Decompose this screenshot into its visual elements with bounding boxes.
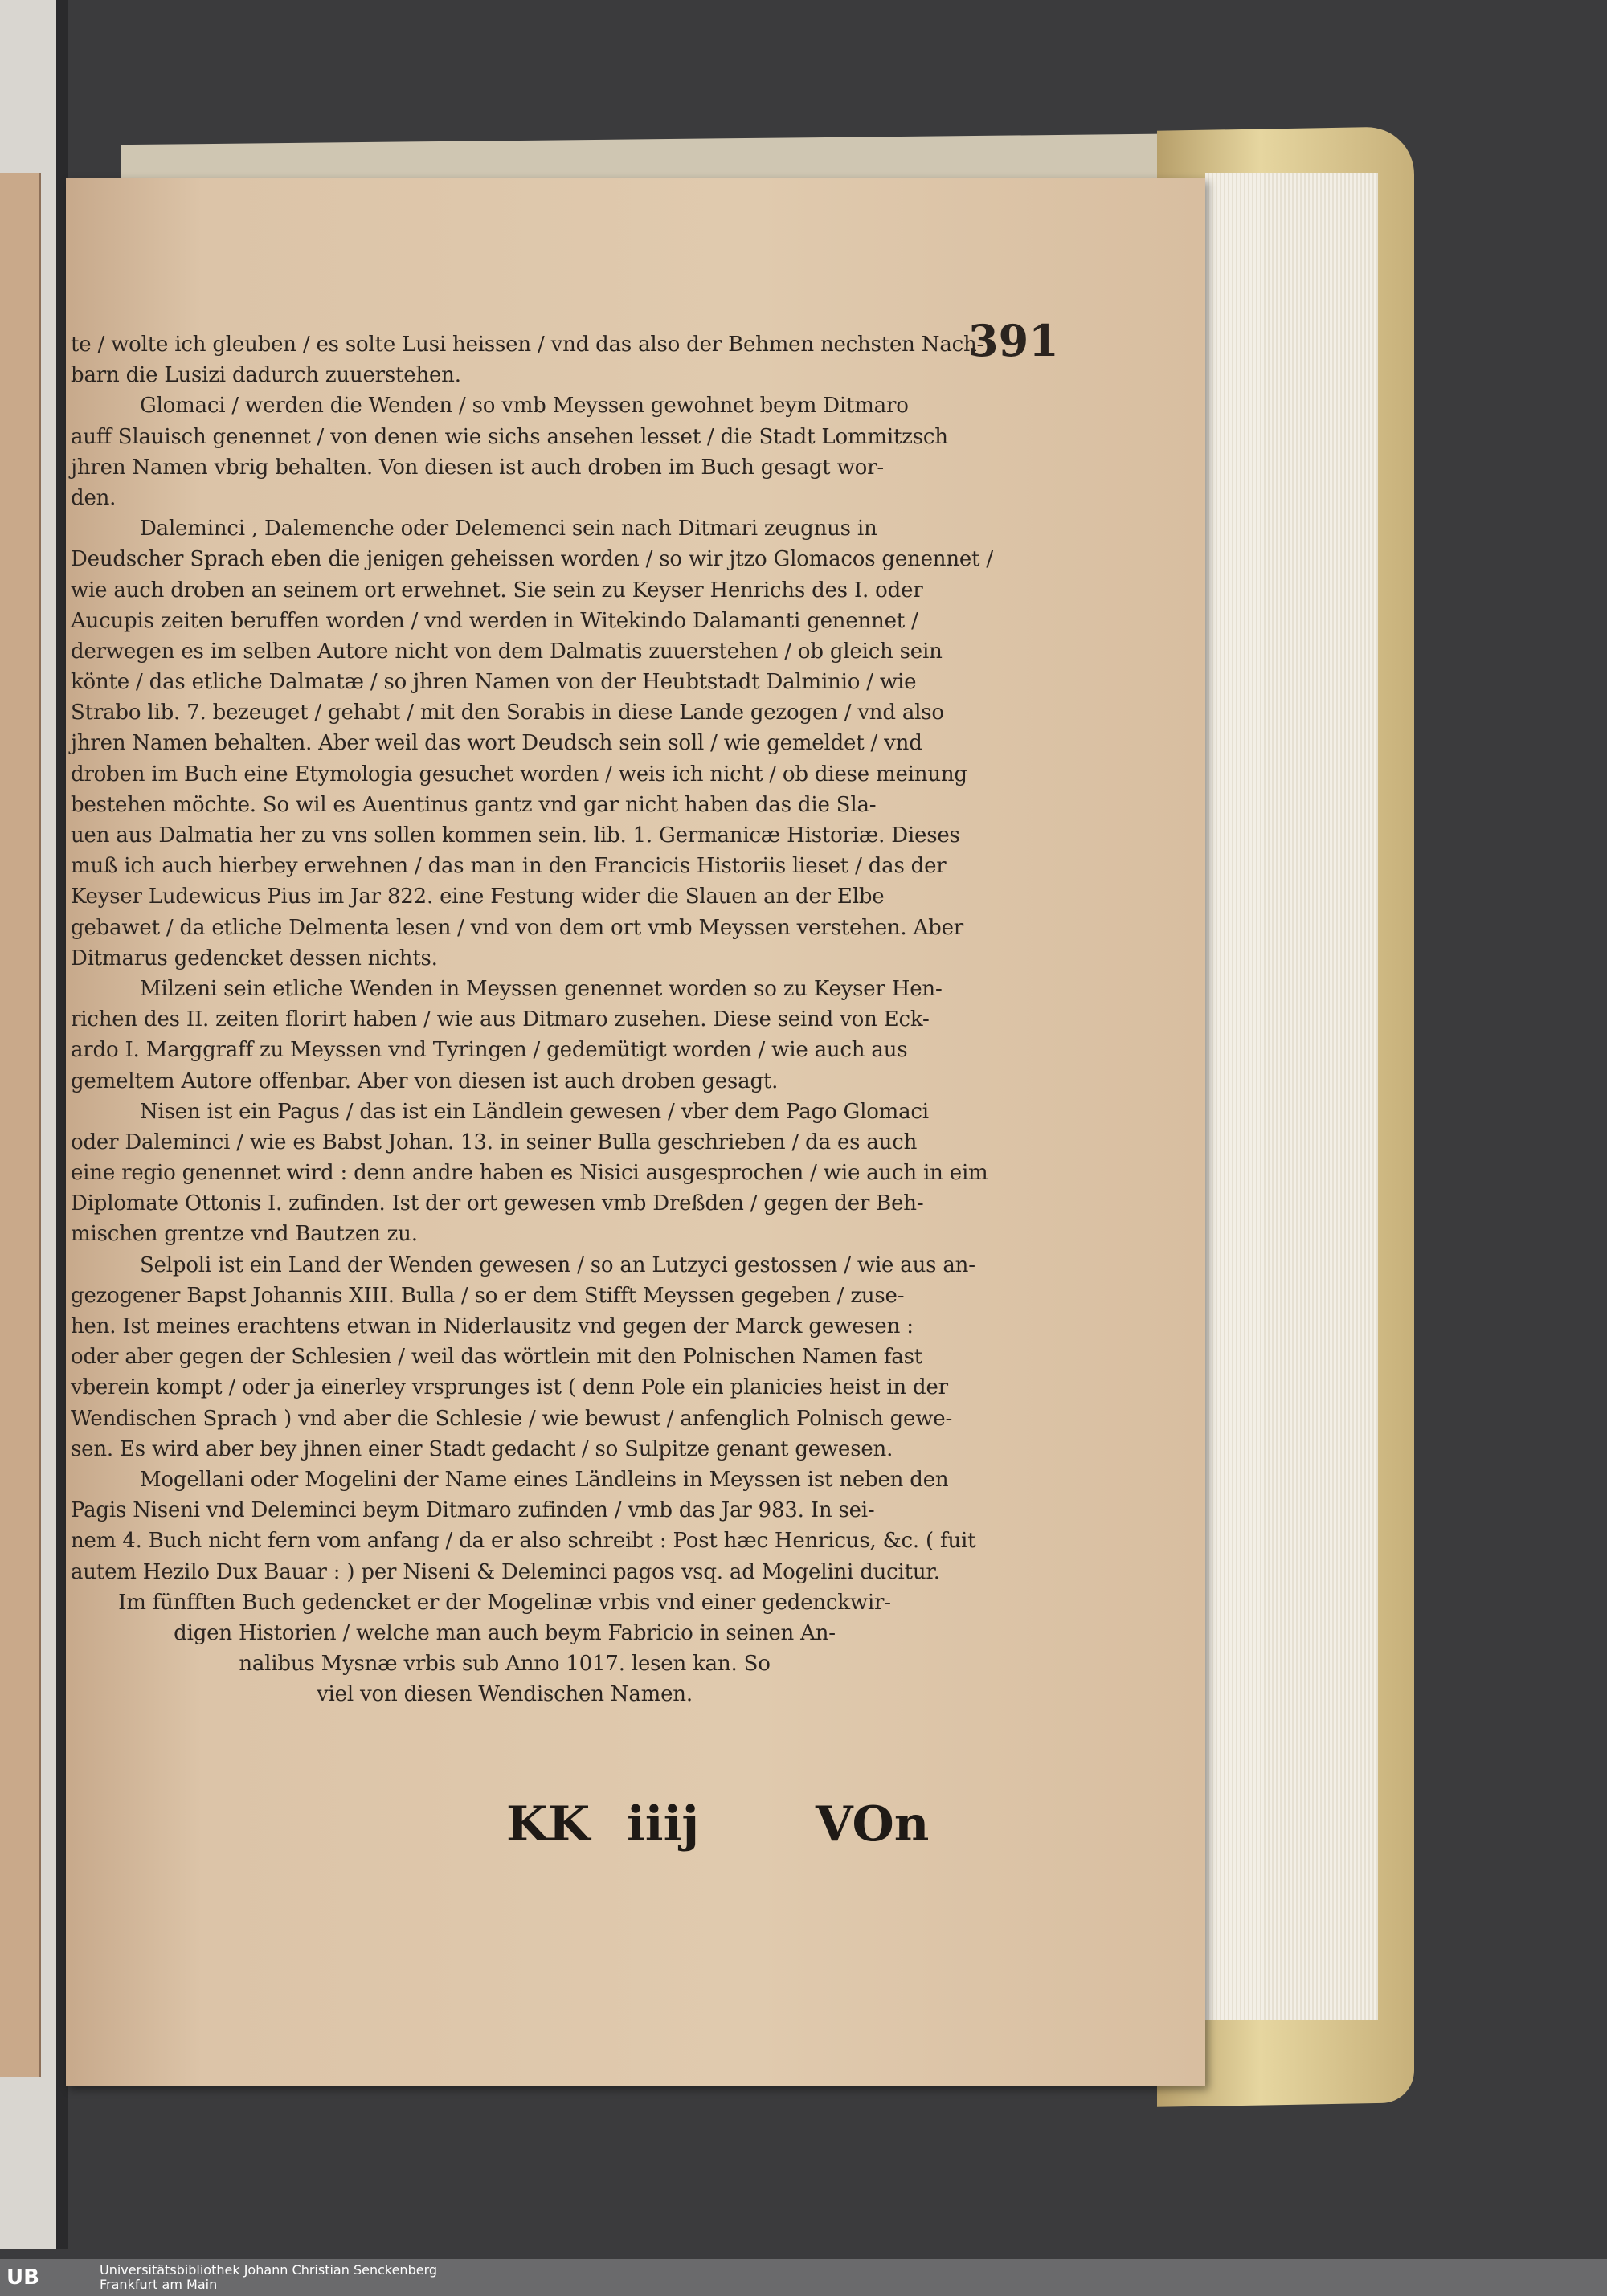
text-line: Mogellani oder Mogelini der Name eines Ländleins in Meyssen ist neben den [140,1467,949,1492]
text-line: autem Hezilo Dux Bauar : ) per Niseni & Deleminci pagos vsq. ad Mogelini ducitur. [71,1559,940,1584]
text-line: Daleminci , Dalemenche oder Delemenci sein nach Ditmari zeugnus in [140,517,877,541]
text-line: Keyser Ludewicus Pius im Jar 822. eine Festung wider die Slauen an der Elbe [71,884,885,909]
text-line: Strabo lib. 7. bezeuget / gehabt / mit den Sorabis in diese Lande gezogen / vnd also [71,701,944,725]
text-line: gemeltem Autore offenbar. Aber von diesen ist auch droben gesagt. [71,1068,779,1093]
library-logo: UB [6,2265,39,2290]
text-line: sen. Es wird aber bey jhnen einer Stadt gedacht / so Sulpitze genant gewesen. [71,1436,893,1461]
text-line: derwegen es im selben Autore nicht von dem Dalmatis zuuerstehen / ob gleich sein [71,639,943,664]
library-name-line2: Frankfurt am Main [100,2277,218,2292]
text-line: droben im Buch eine Etymologia gesuchet worden / weis ich nicht / ob diese meinung [71,762,967,786]
library-footer-bar [0,2259,1607,2296]
text-line: jhren Namen vbrig behalten. Von diesen ist auch droben im Buch gesagt wor- [71,455,884,480]
text-line: Deudscher Sprach eben die jenigen geheissen worden / so wir jtzo Glomacos genennet / [71,547,993,572]
text-line: Ditmarus gedencket dessen nichts. [71,946,438,970]
signature-mark: KK [506,1796,591,1853]
text-line: oder aber gegen der Schlesien / weil das wörtlein mit den Polnischen Namen fast [71,1345,923,1370]
text-line: hen. Ist meines erachtens etwan in Niderlausitz vnd gegen der Marck gewesen : [71,1314,914,1338]
text-line: barn die Lusizi dadurch zuuerstehen. [71,363,461,388]
text-line: mischen grentze vnd Bautzen zu. [71,1222,418,1247]
page-edges [1205,173,1378,2020]
text-line: Wendischen Sprach ) vnd aber die Schlesie / wie bewust / anfenglich Polnisch gewe- [71,1406,953,1431]
closing-text-line: digen Historien / welche man auch beym Fabricio in seinen An- [174,1620,836,1645]
text-line: Selpoli ist ein Land der Wenden gewesen / so an Lutzyci gestossen / wie aus an- [140,1252,975,1277]
text-line: nem 4. Buch nicht fern vom anfang / da er also schreibt : Post hæc Henricus, &c. ( fuit [71,1529,976,1554]
text-line: Milzeni sein etliche Wenden in Meyssen genennet worden so zu Keyser Hen- [140,976,943,1001]
text-line: gezogener Bapst Johannis XIII. Bulla / so er dem Stifft Meyssen gegeben / zuse- [71,1283,905,1308]
text-line: uen aus Dalmatia her zu vns sollen kommen sein. lib. 1. Germanicæ Historiæ. Dieses [71,823,960,848]
text-line: richen des II. zeiten florirt haben / wie aus Ditmaro zusehen. Diese seind von Eck- [71,1007,930,1032]
text-line: könte / das etliche Dalmatæ / so jhren Namen von der Heubtstadt Dalminio / wie [71,670,917,695]
text-line: te / wolte ich gleuben / es solte Lusi heissen / vnd das also der Behmen nechsten Nach- [71,333,984,357]
closing-text-line: nalibus Mysnæ vrbis sub Anno 1017. lesen kan. So [239,1652,771,1677]
library-name [100,2263,437,2292]
text-line: Aucupis zeiten beruffen worden / vnd werden in Witekindo Dalamanti genennet / [71,608,918,633]
closing-text-line: Im fünfften Buch gedencket er der Mogelinæ vrbis vnd einer gedenckwir- [118,1590,891,1615]
library-name-line1: Universitätsbibliothek Johann Christian Senckenberg [100,2262,438,2278]
text-line: Diplomate Ottonis I. zufinden. Ist der ort gewesen vmb Dreßden / gegen der Beh- [71,1191,924,1216]
text-line: Pagis Niseni vnd Deleminci beym Ditmaro zufinden / vmb das Jar 983. In sei- [71,1498,875,1523]
catchword: VOn [816,1796,930,1853]
text-line: oder Daleminci / wie es Babst Johan. 13. in seiner Bulla geschrieben / da es auch [71,1130,918,1154]
sheet-number: iiij [627,1796,700,1853]
text-line: jhren Namen behalten. Aber weil das wort Deudsch sein soll / wie gemeldet / vnd [71,731,922,756]
closing-text-line: viel von diesen Wendischen Namen. [317,1682,693,1707]
text-line: gebawet / da etliche Delmenta lesen / vnd von dem ort vmb Meyssen verstehen. Aber [71,915,963,940]
text-line: bestehen möchte. So wil es Auentinus gantz vnd gar nicht haben das die Sla- [71,792,877,817]
text-line: wie auch droben an seinem ort erwehnet. Sie sein zu Keyser Henrichs des I. oder [71,578,923,603]
text-line: Glomaci / werden die Wenden / so vmb Meyssen gewohnet beym Ditmaro [140,394,909,419]
text-line: vberein kompt / oder ja einerley vrsprunges ist ( denn Pole ein planicies heist in der [71,1375,948,1400]
text-line: ardo I. Marggraff zu Meyssen vnd Tyringen / gedemütigt worden / wie auch aus [71,1038,908,1063]
text-line: muß ich auch hierbey erwehnen / das man in den Francicis Historiis lieset / das der [71,854,947,879]
text-line: den. [71,485,117,510]
catchword-line [506,1796,940,1853]
left-page-edge [0,173,41,2077]
text-line: auff Slauisch genennet / von denen wie sichs ansehen lesset / die Stadt Lommitzsch [71,424,948,449]
text-line: eine regio genennet wird : denn andre haben es Nisici ausgesprochen / wie auch in eim [71,1161,988,1186]
text-line: Nisen ist ein Pagus / das ist ein Ländlein gewesen / vber dem Pago Glomaci [140,1099,929,1124]
page-number: 391 [968,315,1059,366]
page-body-text [71,329,993,1710]
